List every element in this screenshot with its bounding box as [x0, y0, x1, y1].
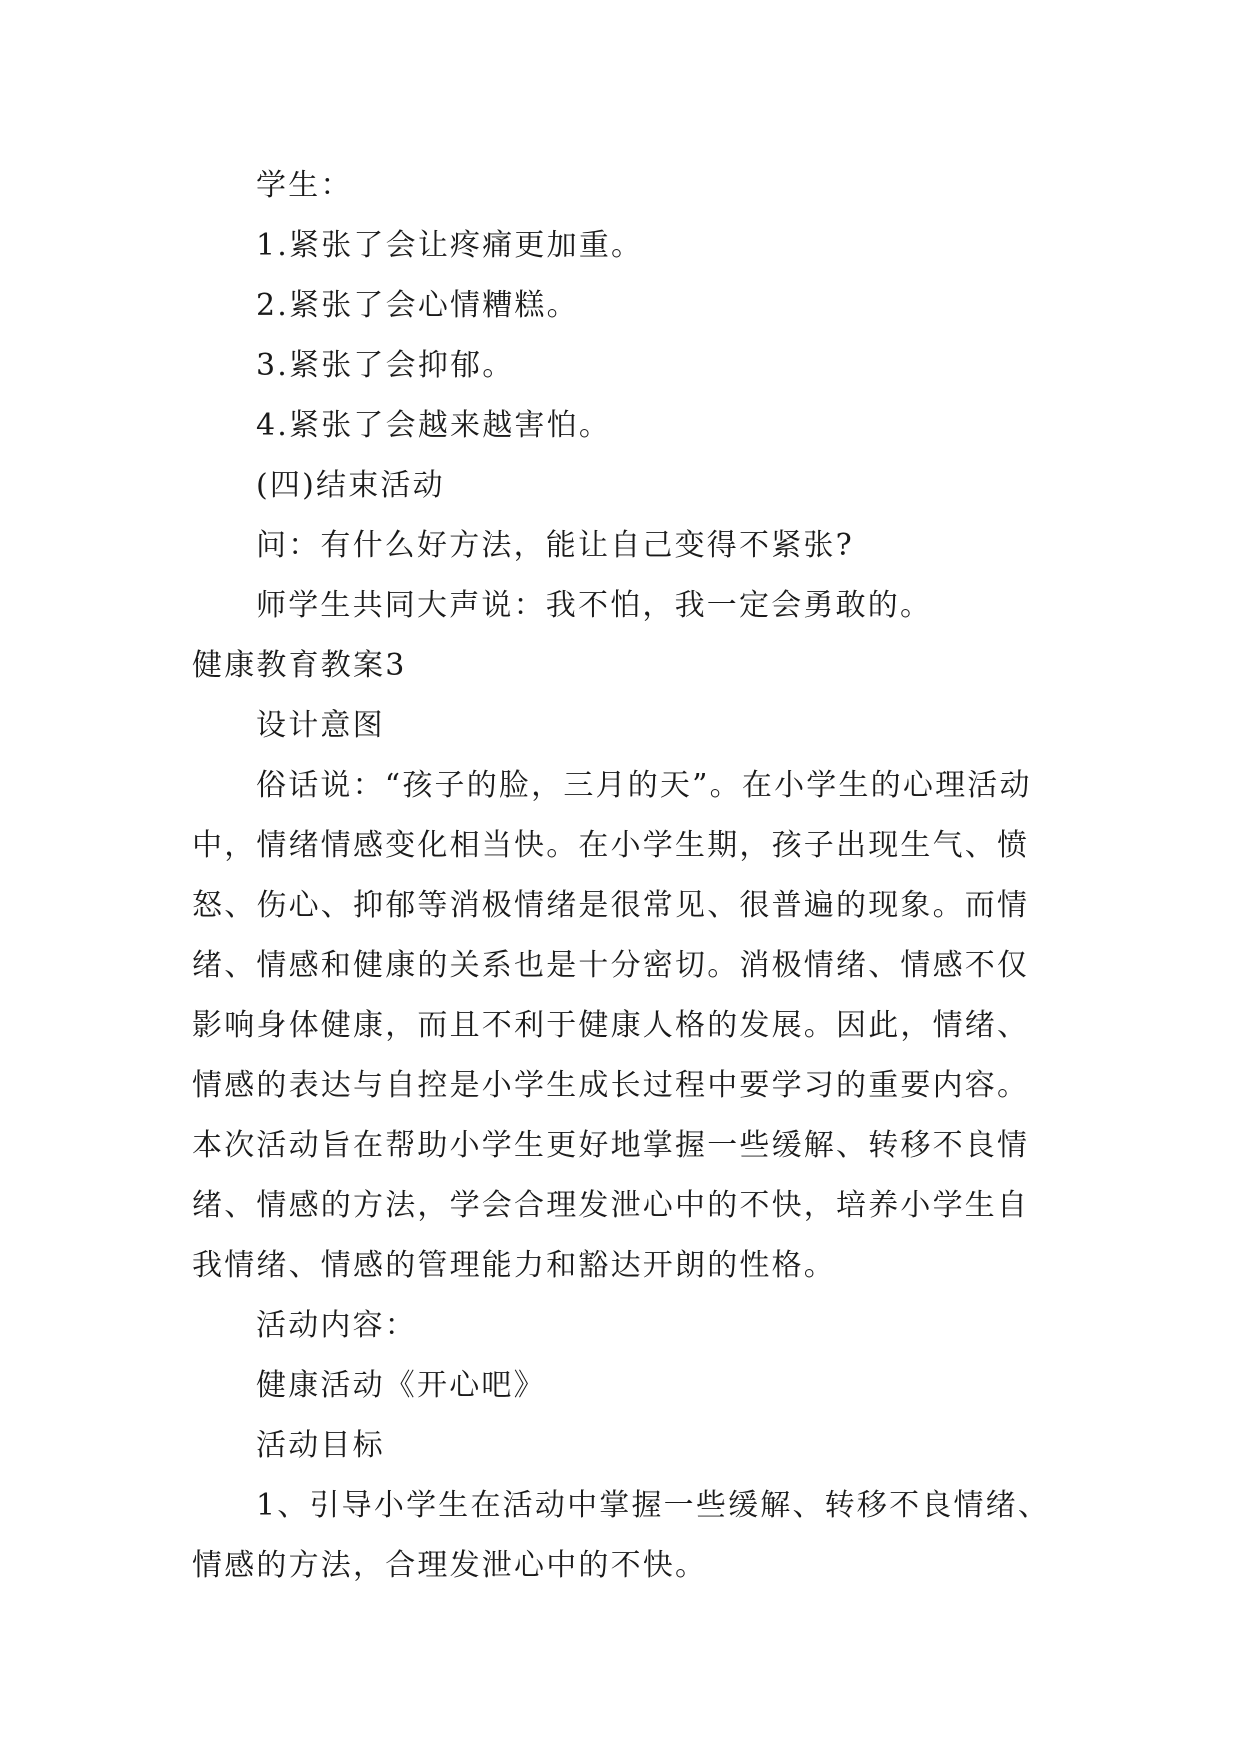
- paragraph-shout: 师学生共同大声说：我不怕，我一定会勇敢的。: [256, 588, 933, 623]
- paragraph-line: 绪、情感和健康的关系也是十分密切。消极情绪、情感不仅: [192, 948, 1030, 983]
- paragraph-line: 影响身体健康，而且不利于健康人格的发展。因此，情绪、: [192, 1008, 1030, 1043]
- lesson-title: 健康教育教案3: [192, 648, 407, 683]
- section-heading-activity-content: 活动内容：: [256, 1308, 417, 1343]
- list-item-3: 3.紧张了会抑郁。: [256, 348, 515, 383]
- paragraph-line: 绪、情感的方法，学会合理发泄心中的不快，培养小学生自: [192, 1188, 1030, 1223]
- section-heading-activity-goals: 活动目标: [256, 1428, 385, 1463]
- list-item-4: 4.紧张了会越来越害怕。: [256, 408, 612, 443]
- paragraph-line: 中，情绪情感变化相当快。在小学生期，孩子出现生气、愤: [192, 828, 1030, 863]
- list-item-1: 1.紧张了会让疼痛更加重。: [256, 228, 644, 263]
- paragraph-line: 情感的表达与自控是小学生成长过程中要学习的重要内容。: [192, 1068, 1030, 1103]
- activity-name: 健康活动《开心吧》: [256, 1368, 546, 1403]
- list-item-2: 2.紧张了会心情糟糕。: [256, 288, 579, 323]
- goal-item-1: 1、引导小学生在活动中掌握一些缓解、转移不良情绪、: [256, 1488, 1051, 1523]
- section-heading-end-activity: (四)结束活动: [256, 468, 445, 503]
- text-line-students-heading: 学生：: [256, 168, 353, 203]
- paragraph-line: 俗话说：“孩子的脸，三月的天”。在小学生的心理活动: [256, 768, 1032, 803]
- paragraph-line: 本次活动旨在帮助小学生更好地掌握一些缓解、转移不良情: [192, 1128, 1030, 1163]
- section-heading-design-intent: 设计意图: [256, 708, 385, 743]
- paragraph-question: 问：有什么好方法，能让自己变得不紧张?: [256, 528, 854, 563]
- goal-item-1-continued: 情感的方法，合理发泄心中的不快。: [192, 1548, 708, 1583]
- paragraph-line: 我情绪、情感的管理能力和豁达开朗的性格。: [192, 1248, 836, 1283]
- paragraph-line: 怒、伤心、抑郁等消极情绪是很常见、很普遍的现象。而情: [192, 888, 1030, 923]
